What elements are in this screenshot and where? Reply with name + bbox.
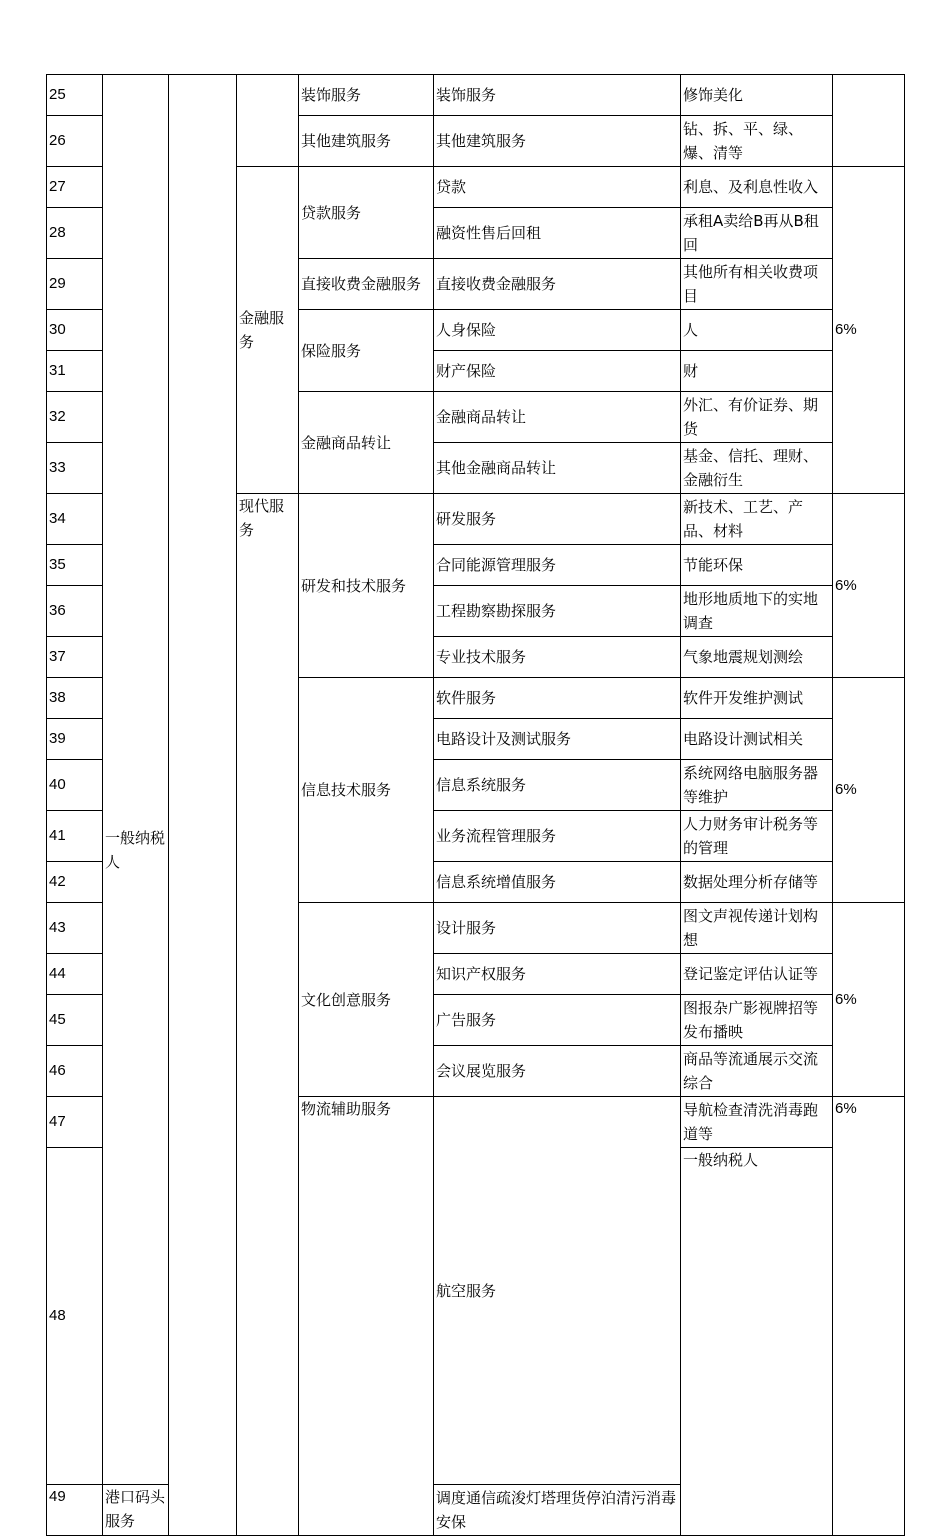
service-note: 地形地质地下的实地调查 (681, 586, 833, 637)
service-item: 直接收费金融服务 (434, 259, 681, 310)
service-note: 登记鉴定评估认证等 (681, 954, 833, 995)
taxpayer-type: 一般纳税人 (105, 828, 166, 871)
service-item: 设计服务 (434, 903, 681, 954)
row-number: 33 (47, 443, 103, 494)
service-item: 广告服务 (434, 995, 681, 1046)
service-item: 合同能源管理服务 (434, 545, 681, 586)
row-number: 38 (47, 678, 103, 719)
table-row (47, 75, 905, 116)
service-item: 其他金融商品转让 (434, 443, 681, 494)
service-note: 修饰美化 (681, 75, 833, 116)
service-item: 业务流程管理服务 (434, 811, 681, 862)
service-item: 知识产权服务 (434, 954, 681, 995)
service-note: 数据处理分析存储等 (681, 862, 833, 903)
service-note: 承租A卖给B再从B租回 (681, 208, 833, 259)
service-note: 其他所有相关收费项目 (681, 259, 833, 310)
row-number: 36 (47, 586, 103, 637)
tax-rate: 6% (833, 167, 905, 494)
service-note: 图文声视传递计划构想 (681, 903, 833, 954)
service-note: 基金、信托、理财、金融衍生 (681, 443, 833, 494)
row-number: 41 (47, 811, 103, 862)
row-number: 31 (47, 351, 103, 392)
service-item: 信息系统服务 (434, 760, 681, 811)
row-number: 37 (47, 637, 103, 678)
service-group: 金融商品转让 (299, 392, 434, 494)
service-item: 其他建筑服务 (434, 116, 681, 167)
service-note: 外汇、有价证券、期货 (681, 392, 833, 443)
service-item: 贷款 (434, 167, 681, 208)
tax-rate: 6% (833, 903, 905, 1097)
service-group: 保险服务 (299, 310, 434, 392)
service-note: 系统网络电脑服务器等维护 (681, 760, 833, 811)
row-number: 32 (47, 392, 103, 443)
service-group: 研发和技术服务 (299, 494, 434, 678)
service-item: 人身保险 (434, 310, 681, 351)
service-item: 航空服务 (434, 1097, 681, 1485)
service-item: 融资性售后回租 (434, 208, 681, 259)
service-item: 专业技术服务 (434, 637, 681, 678)
service-group: 信息技术服务 (299, 678, 434, 903)
service-note: 节能环保 (681, 545, 833, 586)
tax-rate: 6% (833, 678, 905, 903)
service-note: 气象地震规划测绘 (681, 637, 833, 678)
row-number: 30 (47, 310, 103, 351)
blank-column-cell (169, 75, 237, 1536)
row-number: 47 (47, 1097, 103, 1148)
row-number: 49 (47, 1485, 103, 1536)
service-note: 调度通信疏浚灯塔理货停泊清污消毒安保 (434, 1485, 681, 1536)
row-number: 28 (47, 208, 103, 259)
service-note: 商品等流通展示交流综合 (681, 1046, 833, 1097)
row-number: 42 (47, 862, 103, 903)
category-modern: 现代服务 (237, 494, 299, 1536)
service-item: 金融商品转让 (434, 392, 681, 443)
service-note: 图报杂广影视牌招等发布播映 (681, 995, 833, 1046)
row-number: 39 (47, 719, 103, 760)
service-group: 其他建筑服务 (299, 116, 434, 167)
row-number: 34 (47, 494, 103, 545)
service-group: 贷款服务 (299, 167, 434, 259)
blank-rate-cell (833, 75, 905, 167)
taxpayer-type-cell (681, 1148, 833, 1536)
tax-rate: 6% (833, 1097, 905, 1536)
row-number: 35 (47, 545, 103, 586)
service-group: 装饰服务 (299, 75, 434, 116)
service-note: 人力财务审计税务等的管理 (681, 811, 833, 862)
row-number: 46 (47, 1046, 103, 1097)
row-number: 29 (47, 259, 103, 310)
row-number: 25 (47, 75, 103, 116)
taxpayer-type: 一般纳税人 (683, 1151, 759, 1169)
service-item: 财产保险 (434, 351, 681, 392)
service-item: 装饰服务 (434, 75, 681, 116)
service-item: 信息系统增值服务 (434, 862, 681, 903)
tax-rate: 6% (833, 494, 905, 678)
service-note: 钻、拆、平、绿、爆、清等 (681, 116, 833, 167)
row-number: 44 (47, 954, 103, 995)
row-number: 45 (47, 995, 103, 1046)
row-number: 48 (47, 1148, 103, 1485)
service-item: 电路设计及测试服务 (434, 719, 681, 760)
service-note: 电路设计测试相关 (681, 719, 833, 760)
tax-rate-table (46, 74, 905, 1536)
service-note: 财 (681, 351, 833, 392)
service-group: 文化创意服务 (299, 903, 434, 1097)
service-note: 利息、及利息性收入 (681, 167, 833, 208)
taxpayer-type-cell (103, 75, 169, 1485)
service-item: 软件服务 (434, 678, 681, 719)
service-item: 会议展览服务 (434, 1046, 681, 1097)
service-group: 直接收费金融服务 (299, 259, 434, 310)
row-number: 26 (47, 116, 103, 167)
service-note: 人 (681, 310, 833, 351)
service-item: 港口码头服务 (103, 1485, 169, 1536)
service-note: 软件开发维护测试 (681, 678, 833, 719)
service-group: 物流辅助服务 (299, 1097, 434, 1536)
row-number: 27 (47, 167, 103, 208)
service-item: 工程勘察勘探服务 (434, 586, 681, 637)
service-note: 新技术、工艺、产品、材料 (681, 494, 833, 545)
row-number: 40 (47, 760, 103, 811)
service-item: 研发服务 (434, 494, 681, 545)
row-number: 43 (47, 903, 103, 954)
blank-category-cell (237, 75, 299, 167)
category-financial: 金融服务 (237, 167, 299, 494)
service-note: 导航检查清洗消毒跑道等 (681, 1097, 833, 1148)
